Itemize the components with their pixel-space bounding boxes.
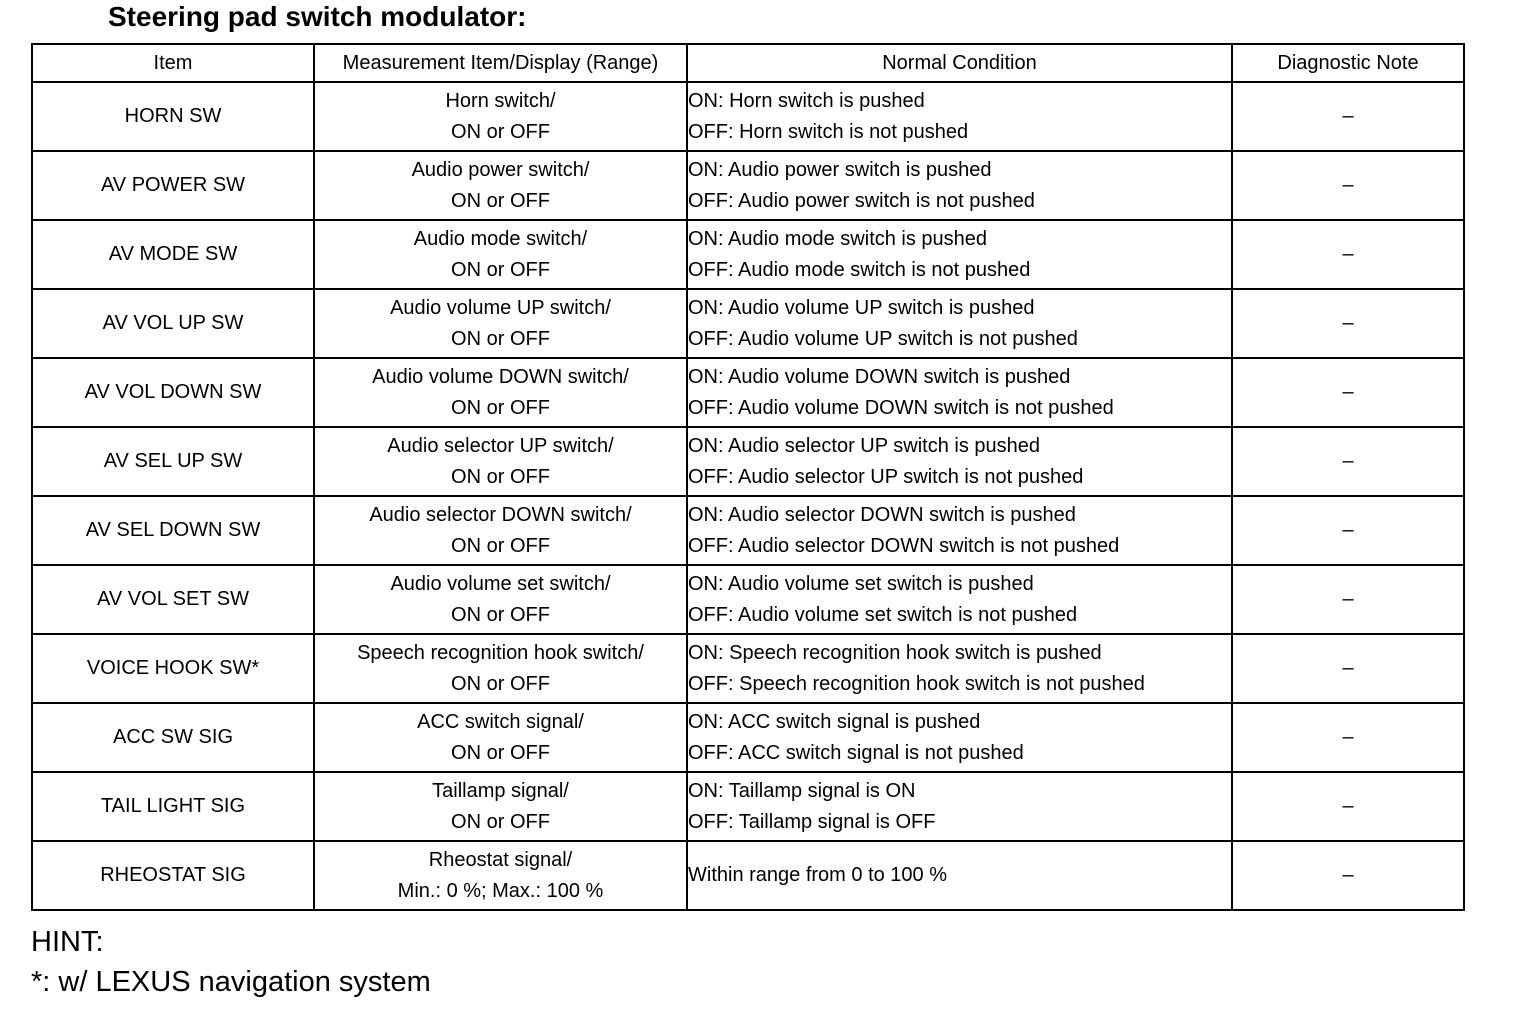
- column-header-normal-condition: Normal Condition: [687, 44, 1232, 82]
- condition-line: OFF: ACC switch signal is not pushed: [688, 741, 1024, 764]
- table-row: [32, 703, 1464, 772]
- measurement-line: Audio power switch/: [411, 158, 590, 181]
- condition-line: Within range from 0 to 100 %: [688, 864, 948, 886]
- note-cell: –: [1232, 496, 1464, 565]
- condition-line: ON: Audio volume set switch is pushed: [688, 572, 1034, 595]
- measurement-line: Min.: 0 %; Max.: 100 %: [397, 879, 604, 902]
- table-row: [32, 427, 1464, 496]
- measurement-line: ON or OFF: [451, 534, 550, 557]
- table-row: [32, 841, 1464, 910]
- note-cell: –: [1232, 772, 1464, 841]
- condition-line: OFF: Speech recognition hook switch is not pushed: [688, 672, 1145, 695]
- condition-line: ON: Audio volume UP switch is pushed: [688, 296, 1035, 319]
- condition-cell: [687, 772, 1232, 841]
- condition-cell: [687, 703, 1232, 772]
- item-cell: AV VOL DOWN SW: [32, 358, 314, 427]
- hint-section: [31, 922, 431, 1002]
- item-cell: VOICE HOOK SW*: [32, 634, 314, 703]
- condition-line: ON: Audio selector DOWN switch is pushed: [688, 503, 1076, 526]
- item-cell: AV SEL DOWN SW: [32, 496, 314, 565]
- measurement-line: Audio selector DOWN switch/: [369, 503, 632, 526]
- condition-line: ON: Taillamp signal is ON: [688, 779, 916, 802]
- measurement-cell: [314, 427, 687, 496]
- note-cell: –: [1232, 82, 1464, 151]
- condition-line: OFF: Audio volume UP switch is not pushed: [688, 327, 1078, 350]
- measurement-line: ON or OFF: [451, 810, 550, 833]
- condition-line: OFF: Audio volume DOWN switch is not pushed: [688, 396, 1114, 419]
- table-row: [32, 358, 1464, 427]
- item-cell: AV MODE SW: [32, 220, 314, 289]
- measurement-line: ACC switch signal/: [417, 710, 584, 733]
- item-cell: AV SEL UP SW: [32, 427, 314, 496]
- condition-line: OFF: Audio volume set switch is not pushed: [688, 603, 1078, 626]
- condition-cell: [687, 82, 1232, 151]
- column-header-item: Item: [32, 44, 314, 82]
- condition-line: ON: Horn switch is pushed: [688, 89, 925, 112]
- measurement-line: Taillamp signal/: [432, 779, 569, 802]
- note-cell: –: [1232, 703, 1464, 772]
- measurement-line: ON or OFF: [451, 120, 550, 143]
- measurement-line: ON or OFF: [451, 603, 550, 626]
- table-row: [32, 565, 1464, 634]
- condition-line: ON: Audio power switch is pushed: [688, 158, 992, 181]
- measurement-cell: [314, 703, 687, 772]
- item-cell: AV POWER SW: [32, 151, 314, 220]
- measurement-line: ON or OFF: [451, 672, 550, 695]
- column-header-diagnostic-note: Diagnostic Note: [1232, 44, 1464, 82]
- table-row: [32, 634, 1464, 703]
- measurement-line: ON or OFF: [451, 189, 550, 212]
- table-row: [32, 220, 1464, 289]
- note-cell: –: [1232, 151, 1464, 220]
- measurement-line: ON or OFF: [451, 327, 550, 350]
- table-row: [32, 772, 1464, 841]
- measurement-line: Audio volume set switch/: [390, 572, 611, 595]
- measurement-cell: [314, 220, 687, 289]
- condition-line: OFF: Taillamp signal is OFF: [688, 810, 936, 833]
- condition-line: OFF: Audio selector DOWN switch is not pushed: [688, 534, 1120, 557]
- condition-cell: [687, 496, 1232, 565]
- measurement-line: Audio volume UP switch/: [390, 296, 611, 319]
- measurement-line: Audio volume DOWN switch/: [372, 365, 629, 388]
- table-row: [32, 289, 1464, 358]
- measurement-cell: [314, 772, 687, 841]
- condition-line: OFF: Audio mode switch is not pushed: [688, 258, 1031, 281]
- table-row: [32, 496, 1464, 565]
- condition-line: ON: Audio mode switch is pushed: [688, 227, 988, 250]
- measurement-cell: [314, 565, 687, 634]
- condition-line: OFF: Horn switch is not pushed: [688, 120, 969, 143]
- measurement-line: ON or OFF: [451, 258, 550, 281]
- condition-line: OFF: Audio selector UP switch is not pushed: [688, 465, 1084, 488]
- item-cell: HORN SW: [32, 82, 314, 151]
- note-cell: –: [1232, 358, 1464, 427]
- condition-cell: [687, 841, 1232, 910]
- data-table: [31, 43, 1465, 911]
- measurement-line: ON or OFF: [451, 396, 550, 419]
- measurement-cell: [314, 82, 687, 151]
- measurement-cell: [314, 496, 687, 565]
- measurement-line: Audio selector UP switch/: [387, 434, 614, 457]
- item-cell: TAIL LIGHT SIG: [32, 772, 314, 841]
- column-header-measurement: Measurement Item/Display (Range): [314, 44, 687, 82]
- table-row: [32, 151, 1464, 220]
- condition-cell: [687, 634, 1232, 703]
- measurement-cell: [314, 289, 687, 358]
- measurement-line: Audio mode switch/: [413, 227, 588, 250]
- note-cell: –: [1232, 289, 1464, 358]
- note-cell: –: [1232, 220, 1464, 289]
- item-cell: AV VOL UP SW: [32, 289, 314, 358]
- measurement-line: Horn switch/: [445, 89, 556, 112]
- condition-line: OFF: Audio power switch is not pushed: [688, 189, 1035, 212]
- measurement-cell: [314, 841, 687, 910]
- note-cell: –: [1232, 565, 1464, 634]
- condition-cell: [687, 565, 1232, 634]
- condition-cell: [687, 427, 1232, 496]
- condition-cell: [687, 220, 1232, 289]
- note-cell: –: [1232, 427, 1464, 496]
- measurement-cell: [314, 358, 687, 427]
- item-cell: ACC SW SIG: [32, 703, 314, 772]
- condition-line: ON: Speech recognition hook switch is pushed: [688, 641, 1102, 664]
- measurement-cell: [314, 151, 687, 220]
- condition-line: ON: Audio selector UP switch is pushed: [688, 434, 1041, 457]
- measurement-line: Speech recognition hook switch/: [357, 641, 644, 664]
- measurement-line: ON or OFF: [451, 465, 550, 488]
- condition-cell: [687, 151, 1232, 220]
- table-row: [32, 82, 1464, 151]
- note-cell: –: [1232, 841, 1464, 910]
- condition-cell: [687, 289, 1232, 358]
- note-cell: –: [1232, 634, 1464, 703]
- measurement-line: Rheostat signal/: [428, 848, 573, 871]
- item-cell: AV VOL SET SW: [32, 565, 314, 634]
- condition-line: ON: ACC switch signal is pushed: [688, 710, 981, 733]
- table-header-row: [32, 44, 1464, 82]
- measurement-cell: [314, 634, 687, 703]
- item-cell: RHEOSTAT SIG: [32, 841, 314, 910]
- condition-line: ON: Audio volume DOWN switch is pushed: [688, 365, 1071, 388]
- measurement-line: ON or OFF: [451, 741, 550, 764]
- hint-label: HINT:: [31, 926, 104, 958]
- hint-footnote: *: w/ LEXUS navigation system: [31, 966, 431, 998]
- page-title: Steering pad switch modulator:: [108, 1, 527, 32]
- condition-cell: [687, 358, 1232, 427]
